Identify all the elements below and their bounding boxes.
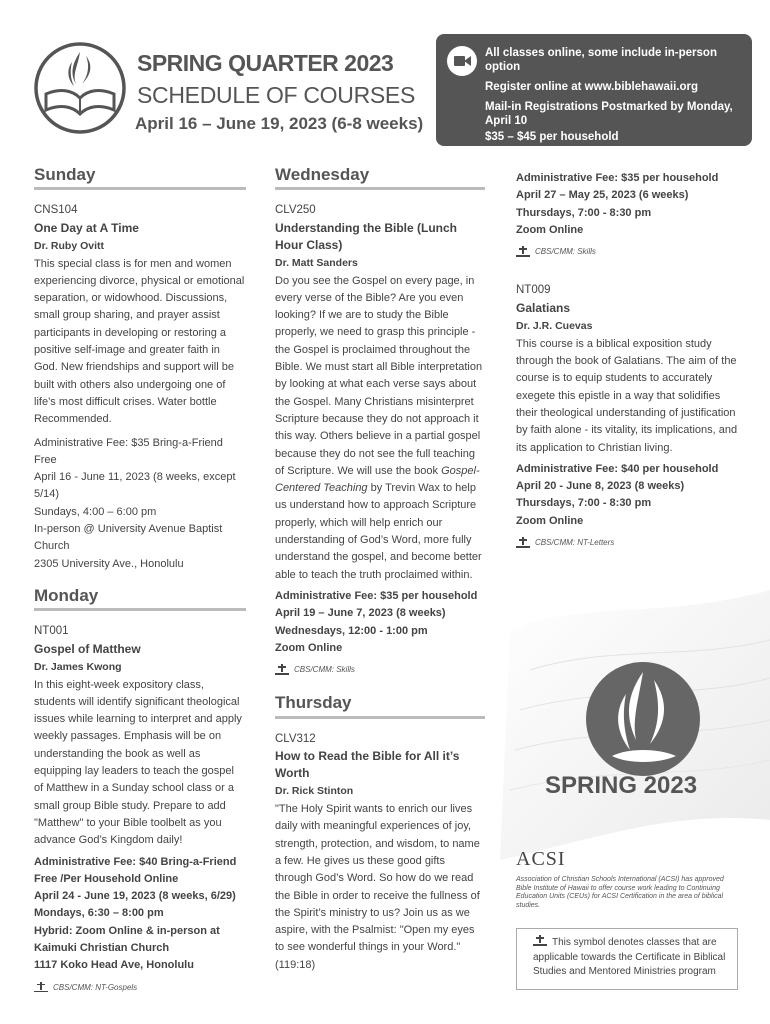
certificate-badge: CBS/CMM: Skills: [516, 243, 738, 260]
instructor: Dr. J.R. Cuevas: [516, 319, 593, 332]
cross-icon: [516, 537, 530, 548]
info-box: [436, 34, 752, 146]
course-fee: Administrative Fee: $40 per household: [516, 462, 719, 475]
legend-text: This symbol denotes classes that are applicable towards the Certificate in Biblical Studies and Mentored Ministries program: [533, 937, 726, 977]
course-address: 2305 University Ave., Honolulu: [34, 557, 184, 570]
institute-logo: [32, 40, 128, 136]
course-title: Gospel of Matthew: [34, 641, 141, 656]
course-description: In this eight-week expository class, students will identify significant theological issues while learning to interpret and apply weekly passages. Emphasis will be on understanding the book as well as equipping lay leaders to teach the gospel of Matthew in a Sunday school class or a small group Bible study. Prepare to add "Matthew" to your Bible toolbelt as you advance God’s Kingdom daily!: [34, 678, 242, 847]
certificate-badge: CBS/CMM: NT-Letters: [516, 534, 738, 551]
column-right: [516, 170, 738, 551]
cross-icon: [275, 664, 289, 675]
symbol-legend: [516, 928, 738, 990]
instructor: Dr. Rick Stinton: [275, 785, 354, 798]
course-title: How to Read the Bible for All it’s Worth: [275, 749, 460, 781]
course-title: Understanding the Bible (Lunch Hour Class): [275, 220, 457, 252]
course-code: CLV312: [275, 732, 316, 745]
course-format: Zoom Online: [516, 223, 584, 236]
day-heading-monday: Monday: [34, 587, 246, 611]
cross-icon: [516, 246, 530, 257]
mail-note: Mail-in Registrations Postmarked by Monday, April 10: [485, 101, 733, 127]
instructor: Dr. James Kwong: [34, 660, 122, 673]
course-format: Hybrid: Zoom Online & in-person at Kaimuki Christian Church: [34, 924, 220, 954]
acsi-logo: ACSI: [516, 848, 566, 870]
day-heading-thursday: Thursday: [275, 694, 485, 718]
course-fee: Administrative Fee: $35 per household: [275, 589, 478, 602]
course-fee: Administrative Fee: $35 per household: [516, 172, 719, 184]
course-fee: Administrative Fee: $35 Bring-a-Friend Free: [34, 436, 223, 466]
column-middle: [275, 166, 485, 974]
course-format: Zoom Online: [275, 641, 343, 654]
certificate-badge: CBS/CMM: Skills: [275, 661, 485, 678]
course-address: 1117 Koko Head Ave, Honolulu: [34, 959, 194, 972]
certificate-badge: CBS/CMM: NT-Gospels: [34, 979, 246, 996]
online-note: All classes online, some include in-person option: [485, 47, 717, 73]
course-dates: April 16 - June 11, 2023 (8 weeks, except 5/14): [34, 471, 236, 501]
instructor: Dr. Ruby Ovitt: [34, 239, 105, 252]
course-fee: Administrative Fee: $40 Bring-a-Friend Free /Per Household Online: [34, 855, 237, 885]
course-time: Wednesdays, 12:00 - 1:00 pm: [275, 624, 428, 637]
course-format: Zoom Online: [516, 514, 584, 527]
cross-icon: [34, 982, 48, 993]
course-dates: April 20 - June 8, 2023 (8 weeks): [516, 480, 685, 493]
course-title: Galatians: [516, 300, 571, 315]
course-code: NT009: [516, 284, 551, 297]
course-description: This course is a biblical exposition study through the book of Galatians. The aim of the course is to equip students to accurately exegete this epistle in a way that solidifies their theological understanding of justification by faith alone - its vitality, its implications, and its application to Christian living.: [516, 337, 738, 454]
acsi-note: Association of Christian Schools International (ACSI) has approved Bible Institute of Hawaii to offer course work leading to Continuing Education Units (CEUs) for ACSI Certification in the area of biblical studies.: [516, 876, 724, 909]
course-time: Thursdays, 7:00 - 8:30 pm: [516, 206, 652, 219]
course-description: This special class is for men and women experiencing divorce, physical or emotional separation, or widowhood. Discussions, small group sharing, and prayer assist participants in developing or restoring a positive self-image and greater faith in God. New friendships and support will be built with others also undergoing one of life’s most difficult crises. Water bottle Recommended.: [34, 257, 245, 426]
course-time: Mondays, 6:30 – 8:00 pm: [34, 907, 164, 920]
day-heading-sunday: Sunday: [34, 166, 246, 190]
course-code: CLV250: [275, 204, 316, 217]
video-camera-icon: [447, 46, 477, 76]
course-description: "The Holy Spirit wants to enrich our lives daily with meaningful experiences of joy, strength, protection, and wisdom, to name a few. He gives us these good gifts through God’s Word. So how do we read the Bible in order to receive the fullness of the Spirit’s ministry to us? Join us as we aspire, with the Psalmist: "Open my eyes to see wonderful things in your Word." (119:18): [275, 803, 480, 971]
page-subtitle: SCHEDULE OF COURSES: [137, 82, 416, 108]
register-note: Register online at www.biblehawaii.org: [485, 81, 698, 93]
page-title: SPRING QUARTER 2023: [137, 50, 394, 76]
course-dates: April 19 – June 7, 2023 (8 weeks): [275, 607, 446, 620]
spring-label: SPRING 2023: [545, 772, 698, 799]
flame-logo: [584, 660, 702, 778]
cost-note: $35 – $45 per household: [485, 131, 619, 143]
course-description: Do you see the Gospel on every page, in every verse of the Bible? Are you even looking? If we are to study the Bible properly, we need to grasp this principle - the Gospel is proclaimed throughout the Bible. We must start all Bible interpretation by looking at what each verse says about the Gospel. Many Christians misinterpret Scripture because they do not approach it this way. Others believe in a partial gospel because they do not see the full teaching of Scripture. We will use the book Gospel-Centered Teaching by Trevin Wax to help us understand how to approach Scripture properly, which will help enrich our understanding of God’s Word, more fully understand the gospel, and become better able to teach the truth proclaimed within.: [275, 274, 483, 581]
quarter-dates: April 16 – June 19, 2023 (6-8 weeks): [135, 114, 424, 133]
course-time: Thursdays, 7:00 - 8:30 pm: [516, 497, 652, 510]
book-title: Gospel-Centered Teaching: [275, 464, 480, 495]
day-heading-wednesday: Wednesday: [275, 166, 485, 190]
course-dates: April 24 - June 19, 2023 (8 weeks, 6/29): [34, 890, 236, 903]
course-code: NT001: [34, 625, 69, 638]
cross-icon: [533, 935, 547, 946]
course-dates: April 27 – May 25, 2023 (6 weeks): [516, 189, 689, 202]
course-time: Sundays, 4:00 – 6:00 pm: [34, 505, 157, 518]
course-title: One Day at A Time: [34, 220, 139, 235]
column-left: [34, 166, 246, 996]
instructor: Dr. Matt Sanders: [275, 256, 358, 269]
course-location: In-person @ University Avenue Baptist Church: [34, 523, 223, 553]
course-code: CNS104: [34, 204, 78, 217]
